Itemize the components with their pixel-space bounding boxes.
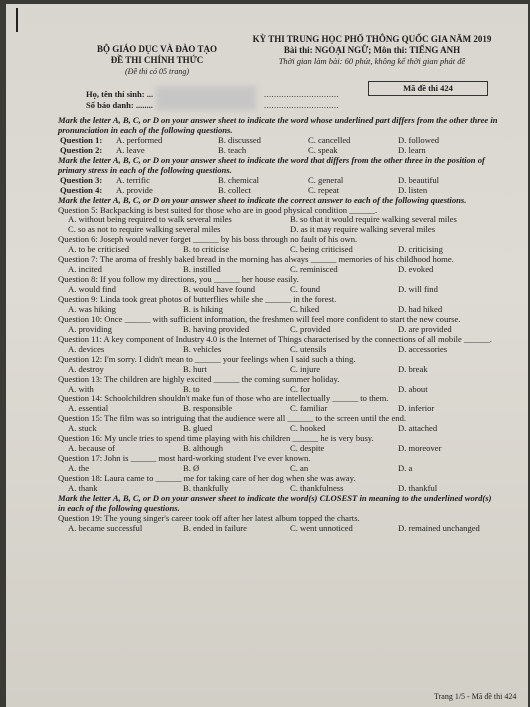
question-body xyxy=(58,116,498,534)
option: C. injure xyxy=(290,363,321,374)
option: C. cancelled xyxy=(308,134,351,145)
option: D. followed xyxy=(398,134,440,145)
option: B. so that it would require walking several miles xyxy=(290,214,457,225)
option: A. devices xyxy=(68,343,105,354)
option: D. accessories xyxy=(398,343,448,354)
redacted-area xyxy=(156,86,256,110)
option: A. providing xyxy=(68,323,112,334)
option: C. reminisced xyxy=(290,264,338,275)
option: C. despite xyxy=(290,443,325,454)
question-row xyxy=(58,225,498,235)
option: B. thankfully xyxy=(183,482,229,493)
instruction: Mark the letter A, B, C, or D on your answer sheet to indicate the correct answer to each of the following questions. xyxy=(58,194,467,205)
option: D. break xyxy=(398,363,428,374)
exam-code: Mã đề thi 424 xyxy=(368,81,488,96)
question-stem: Question 2: xyxy=(60,144,103,155)
option: D. moreover xyxy=(398,443,442,454)
question-stem: Question 11: A key component of Industry 4.0 is the Internet of Things characterised by the connections of all mobile ______. xyxy=(58,333,492,344)
official-label: ĐỀ THI CHÍNH THỨC xyxy=(110,55,204,65)
question-stem: Question 17: John is ______ most hard-working student I've ever known. xyxy=(58,453,311,464)
option: C. went unnoticed xyxy=(290,522,353,533)
option: A. the xyxy=(68,463,90,474)
option: D. had hiked xyxy=(398,303,443,314)
option: D. a xyxy=(398,463,413,474)
option: A. provide xyxy=(116,184,153,195)
option: D. criticising xyxy=(398,244,443,255)
page-footer: Trang 1/5 - Mã đề thi 424 xyxy=(434,692,517,701)
question-row xyxy=(58,484,498,494)
header-left xyxy=(82,44,232,77)
option: A. because of xyxy=(68,443,116,454)
option: A. leave xyxy=(116,144,145,155)
option: D. inferior xyxy=(398,403,435,414)
question-row xyxy=(58,186,498,196)
option: B. to xyxy=(183,383,200,394)
option: B. responsible xyxy=(183,403,233,414)
option: A. became successful xyxy=(68,522,143,533)
option: D. learn xyxy=(398,144,426,155)
question-row xyxy=(58,305,498,315)
option: A. without being required to walk several miles xyxy=(68,214,232,225)
question-stem: Question 8: If you follow my directions, you ______ her house easily. xyxy=(58,274,299,285)
question-row xyxy=(58,265,498,275)
question-row xyxy=(58,365,498,375)
option: B. discussed xyxy=(218,134,261,145)
option: A. destroy xyxy=(68,363,104,374)
option: D. thankful xyxy=(398,482,438,493)
question-stem: Question 16: My uncle tries to spend time playing with his children ______ he is very busy. xyxy=(58,433,374,444)
option: B. although xyxy=(183,443,224,454)
option: C. hooked xyxy=(290,423,326,434)
option: A. would find xyxy=(68,284,116,295)
question-row xyxy=(58,345,498,355)
question-row xyxy=(58,444,498,454)
instruction: Mark the letter A, B, C, or D on your answer sheet to indicate the word whose underlined part differs from the other three in pronunciation in each of the following questions. xyxy=(58,115,498,135)
option: D. are provided xyxy=(398,323,452,334)
option: D. about xyxy=(398,383,428,394)
name-label: Họ, tên thí sinh: ... xyxy=(86,89,154,99)
candidate-info xyxy=(86,89,153,111)
question-row xyxy=(58,524,498,534)
question-stem: Question 5: Backpacking is best suited for those who are in good physical condition ______. xyxy=(58,204,378,215)
option: B. vehicles xyxy=(183,343,222,354)
exam-title: KỲ THI TRUNG HỌC PHỔ THÔNG QUỐC GIA NĂM 2019 xyxy=(252,34,492,44)
question-stem: Question 12: I'm sorry. I didn't mean to ______ your feelings when I said such a thing. xyxy=(58,353,356,364)
option: B. instilled xyxy=(183,264,221,275)
option: D. evoked xyxy=(398,264,434,275)
option: D. will find xyxy=(398,284,438,295)
exam-paper xyxy=(6,4,528,707)
option: B. is hiking xyxy=(183,303,223,314)
question-stem: Question 19: The young singer's career took off after her latest album topped the charts. xyxy=(58,512,360,523)
option: A. with xyxy=(68,383,94,394)
edge-mark xyxy=(16,8,18,32)
option: D. listen xyxy=(398,184,428,195)
question-row xyxy=(58,424,498,434)
question-row xyxy=(58,385,498,395)
question-row xyxy=(58,404,498,414)
option: C. an xyxy=(290,463,309,474)
question-row xyxy=(58,146,498,156)
question-row xyxy=(58,285,498,295)
ministry-name: BỘ GIÁO DỤC VÀ ĐÀO TẠO xyxy=(97,44,217,54)
option: D. attached xyxy=(398,423,438,434)
option: C. thankfulness xyxy=(290,482,344,493)
option: B. collect xyxy=(218,184,251,195)
option: B. hurt xyxy=(183,363,207,374)
question-stem: Question 4: xyxy=(60,184,103,195)
option: D. remained unchanged xyxy=(398,522,480,533)
question-row xyxy=(58,325,498,335)
id-label: Số báo danh: ........ xyxy=(86,100,153,110)
option: A. thank xyxy=(68,482,98,493)
question-stem: Question 3: xyxy=(60,174,103,185)
option: B. glued xyxy=(183,423,213,434)
option: B. teach xyxy=(218,144,247,155)
option: A. performed xyxy=(116,134,163,145)
option: C. speak xyxy=(308,144,338,155)
option: C. general xyxy=(308,174,344,185)
question-stem: Question 14: Schoolchildren shouldn't make fun of those who are intellectually ______ to them. xyxy=(58,393,389,404)
exam-subject: Bài thi: NGOẠI NGỮ; Môn thi: TIẾNG ANH xyxy=(283,45,461,55)
option: D. as it may require walking several miles xyxy=(290,224,436,235)
option: B. ended in failure xyxy=(183,522,247,533)
question-stem: Question 9: Linda took great photos of butterflies while she ______ in the forest. xyxy=(58,294,337,305)
option: A. essential xyxy=(68,403,109,414)
option: C. repeat xyxy=(308,184,340,195)
question-stem: Question 10: Once ______ with sufficient information, the freshmen will feel more confident to start the new course. xyxy=(58,313,461,324)
option: C. being criticised xyxy=(290,244,353,255)
option: C. familiar xyxy=(290,403,328,414)
option: A. terrific xyxy=(116,174,150,185)
option: C. so as not to require walking several miles xyxy=(68,224,221,235)
option: A. to be criticised xyxy=(68,244,130,255)
pages-note: (Đề thi có 05 trang) xyxy=(125,67,189,76)
instruction: Mark the letter A, B, C, or D on your answer sheet to indicate the word that differs from the other three in the position of primary stress in each of the following questions. xyxy=(58,154,485,175)
exam-time: Thời gian làm bài: 60 phút, không kể thời gian phát đề xyxy=(278,56,466,66)
option: B. having provided xyxy=(183,323,250,334)
header-right xyxy=(242,34,502,67)
question-stem: Question 18: Laura came to ______ me for taking care of her dog when she was away. xyxy=(58,473,356,484)
question-stem: Question 7: The aroma of freshly baked bread in the morning has always ______ memories of his childhood home. xyxy=(58,254,454,265)
option: A. was hiking xyxy=(68,303,116,314)
option: C. found xyxy=(290,284,321,295)
option: C. provided xyxy=(290,323,331,334)
option: C. hiked xyxy=(290,303,320,314)
question-row xyxy=(58,245,498,255)
option: C. for xyxy=(290,383,311,394)
instruction: Mark the letter A, B, C, or D on your answer sheet to indicate the word(s) CLOSEST in meaning to the underlined word(s) in each of the following questions. xyxy=(58,492,492,513)
id-dots: .............................. xyxy=(264,101,339,110)
option: B. would have found xyxy=(183,284,256,295)
option: A. incited xyxy=(68,264,102,275)
option: D. beautiful xyxy=(398,174,440,185)
name-dots: .............................. xyxy=(264,90,339,99)
question-stem: Question 15: The film was so intriguing that the audience were all ______ to the screen until the end. xyxy=(58,413,407,424)
option: B. chemical xyxy=(218,174,260,185)
question-row xyxy=(58,464,498,474)
question-stem: Question 13: The children are highly excited ______ the coming summer holiday. xyxy=(58,373,340,384)
option: B. to criticise xyxy=(183,244,230,255)
question-stem: Question 6: Joseph would never forget ______ by his boss through no fault of his own. xyxy=(58,234,358,245)
option: B. Ø xyxy=(183,463,200,474)
option: C. utensils xyxy=(290,343,327,354)
option: A. stuck xyxy=(68,423,97,434)
question-stem: Question 1: xyxy=(60,134,103,145)
